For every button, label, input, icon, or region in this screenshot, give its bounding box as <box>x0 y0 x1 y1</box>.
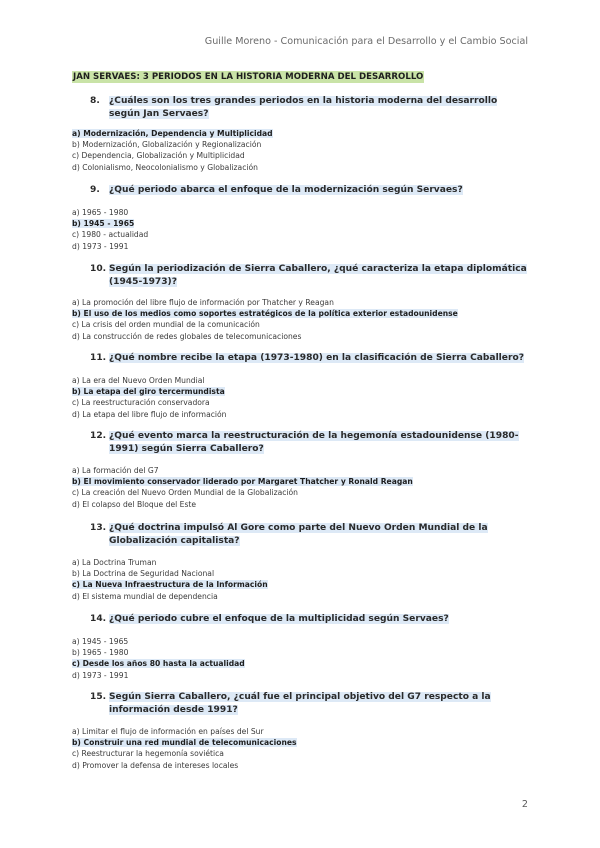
question-number: 11. <box>90 353 107 363</box>
question-number: 8. <box>90 96 100 106</box>
option: c) La creación del Nuevo Orden Mundial de la Globalización <box>72 488 298 498</box>
option: a) La promoción del libre flujo de información por Thatcher y Reagan <box>72 298 334 307</box>
option: a) 1945 - 1965 <box>72 637 129 646</box>
option: d) El colapso del Bloque del Este <box>72 499 197 509</box>
option: d) El sistema mundial de dependencia <box>72 591 218 601</box>
question-12 <box>90 430 528 456</box>
question-text: ¿Qué periodo abarca el enfoque de la modernización según Servaes? <box>109 185 463 195</box>
question-11 <box>90 352 528 365</box>
question-14 <box>90 613 528 626</box>
option: c) Reestructurar la hegemonía soviética <box>72 749 224 759</box>
option: d) Promover la defensa de intereses locales <box>72 760 239 770</box>
option: a) La Doctrina Truman <box>72 558 157 567</box>
option-correct: a) Modernización, Dependencia y Multiplicidad <box>72 129 273 138</box>
page-header: Guille Moreno - Comunicación para el Desarrollo y el Cambio Social <box>204 36 528 47</box>
option: d) La construcción de redes globales de telecomunicaciones <box>72 331 302 341</box>
option: a) Limitar el flujo de información en países del Sur <box>72 727 264 736</box>
question-number: 13. <box>90 523 107 533</box>
option: c) 1980 - actualidad <box>72 230 149 240</box>
question-text: ¿Qué nombre recibe la etapa (1973-1980) en la clasificación de Sierra Caballero? <box>109 353 524 363</box>
question-number: 15. <box>90 692 107 702</box>
options-10 <box>72 297 532 342</box>
option: a) La era del Nuevo Orden Mundial <box>72 376 205 385</box>
question-number: 12. <box>90 431 107 441</box>
option: b) Modernización, Globalización y Regionalización <box>72 140 262 150</box>
option: a) 1965 - 1980 <box>72 208 129 217</box>
options-9 <box>72 207 532 252</box>
question-10 <box>90 263 528 289</box>
option-correct: b) El movimiento conservador liderado por Margaret Thatcher y Ronald Reagan <box>72 477 413 487</box>
question-text: ¿Cuáles son los tres grandes periodos en la historia moderna del desarrollo según Jan Servaes? <box>109 96 498 119</box>
option: d) La etapa del libre flujo de información <box>72 409 227 419</box>
option: c) La crisis del orden mundial de la comunicación <box>72 320 260 330</box>
option: b) 1965 - 1980 <box>72 648 129 658</box>
options-11 <box>72 375 532 420</box>
option: b) La Doctrina de Seguridad Nacional <box>72 569 215 579</box>
option-correct: b) 1945 - 1965 <box>72 219 135 229</box>
option: c) Dependencia, Globalización y Multiplicidad <box>72 151 245 161</box>
question-15 <box>90 691 528 717</box>
question-text: ¿Qué periodo cubre el enfoque de la multiplicidad según Servaes? <box>109 614 449 624</box>
option-correct: c) La Nueva Infraestructura de la Información <box>72 580 268 590</box>
question-9 <box>90 184 528 197</box>
options-13 <box>72 557 532 602</box>
page-number: 2 <box>521 799 528 810</box>
question-number: 10. <box>90 264 107 274</box>
question-text: ¿Qué evento marca la reestructuración de la hegemonía estadounidense (1980-1991) según Sierra Caballero? <box>109 431 519 454</box>
option: a) La formación del G7 <box>72 466 159 475</box>
options-14 <box>72 636 532 681</box>
options-15 <box>72 726 532 771</box>
question-text: ¿Qué doctrina impulsó Al Gore como parte del Nuevo Orden Mundial de la Globalización capitalista? <box>109 523 488 546</box>
question-number: 9. <box>90 185 100 195</box>
options-12 <box>72 465 532 510</box>
question-text: Según la periodización de Sierra Caballero, ¿qué caracteriza la etapa diplomática (1945-1973)? <box>109 264 527 287</box>
option: d) 1973 - 1991 <box>72 241 129 251</box>
option-correct: b) Construir una red mundial de telecomunicaciones <box>72 738 297 748</box>
question-text: Según Sierra Caballero, ¿cuál fue el principal objetivo del G7 respecto a la información desde 1991? <box>109 692 491 715</box>
question-number: 14. <box>90 614 107 624</box>
option: d) 1973 - 1991 <box>72 670 129 680</box>
question-13 <box>90 522 528 548</box>
option-correct: b) La etapa del giro tercermundista <box>72 387 225 397</box>
question-8 <box>90 95 528 121</box>
section-title: JAN SERVAES: 3 PERIODOS EN LA HISTORIA MODERNA DEL DESARROLLO <box>73 72 424 82</box>
option-correct: c) Desde los años 80 hasta la actualidad <box>72 659 245 669</box>
options-8 <box>72 128 532 173</box>
option: d) Colonialismo, Neocolonialismo y Globalización <box>72 162 258 172</box>
option-correct: b) El uso de los medios como soportes estratégicos de la política exterior estadounidense <box>72 309 458 319</box>
option: c) La reestructuración conservadora <box>72 398 210 408</box>
